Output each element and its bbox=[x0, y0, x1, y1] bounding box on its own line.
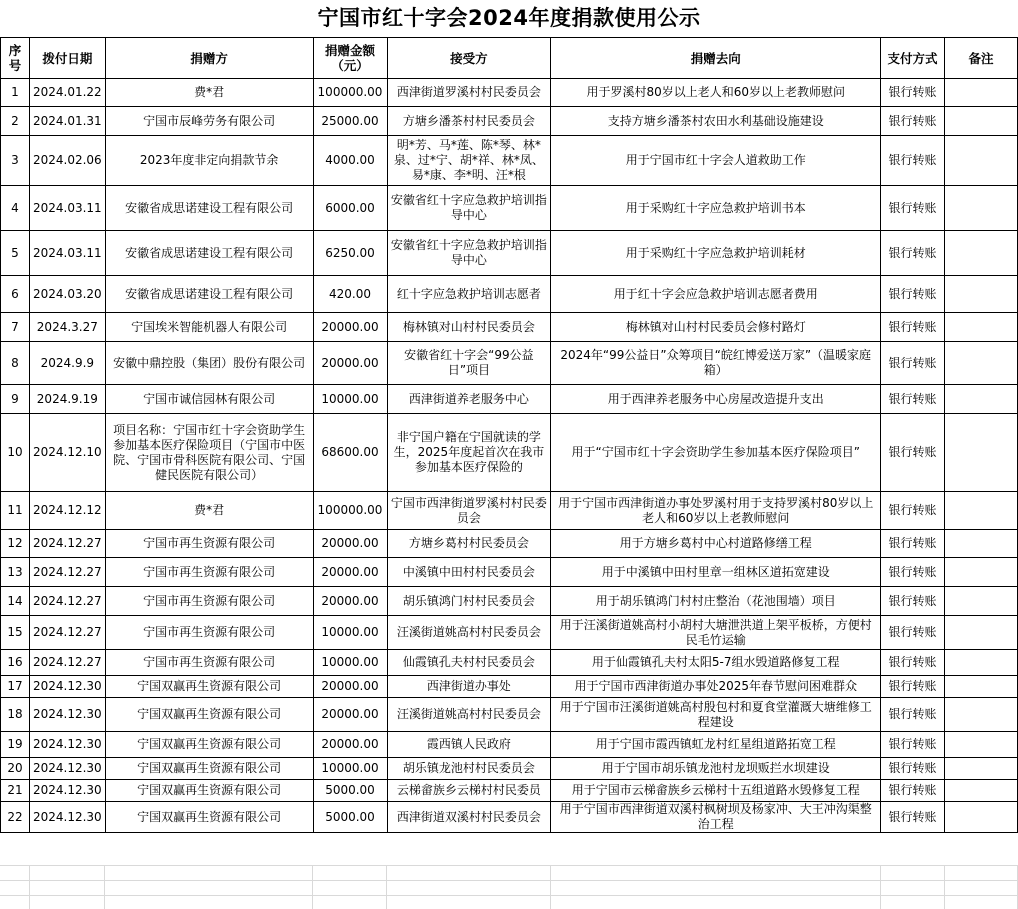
cell-recipient: 梅林镇对山村村民委员会 bbox=[387, 313, 551, 342]
cell-date: 2024.12.30 bbox=[29, 698, 105, 732]
header-cell: 捐赠金额（元） bbox=[313, 38, 387, 79]
cell-donor: 费*君 bbox=[105, 492, 313, 530]
cell-date: 2024.12.30 bbox=[29, 758, 105, 780]
cell-recipient: 仙霞镇孔夫村村民委员会 bbox=[387, 650, 551, 676]
table-row bbox=[1, 136, 1018, 186]
cell-note bbox=[945, 758, 1018, 780]
cell-date: 2024.12.27 bbox=[29, 530, 105, 558]
cell-note bbox=[945, 342, 1018, 385]
cell-note bbox=[945, 616, 1018, 650]
cell-pay: 银行转账 bbox=[881, 530, 945, 558]
cell-note bbox=[945, 231, 1018, 276]
cell-usage: 用于“宁国市红十字会资助学生参加基本医疗保险项目” bbox=[551, 414, 881, 492]
cell-donor: 宁国市再生资源有限公司 bbox=[105, 530, 313, 558]
cell-usage: 用于中溪镇中田村里章一组林区道拓宽建设 bbox=[551, 558, 881, 587]
cell-pay: 银行转账 bbox=[881, 698, 945, 732]
cell-date: 2024.12.30 bbox=[29, 732, 105, 758]
cell-recipient: 明*芳、马*莲、陈*琴、林*泉、过*宁、胡*祥、林*凤、易*康、李*明、汪*根 bbox=[387, 136, 551, 186]
cell-pay: 银行转账 bbox=[881, 780, 945, 802]
table-row bbox=[1, 186, 1018, 231]
cell-no: 15 bbox=[1, 616, 30, 650]
cell-recipient: 安徽省红十字应急救护培训指导中心 bbox=[387, 186, 551, 231]
cell-donor: 宁国埃米智能机器人有限公司 bbox=[105, 313, 313, 342]
cell-date: 2024.03.11 bbox=[29, 186, 105, 231]
cell-usage: 用于方塘乡葛村中心村道路修缮工程 bbox=[551, 530, 881, 558]
cell-usage: 用于宁国市西津街道双溪村枫树坝及杨家冲、大王冲沟渠整治工程 bbox=[551, 802, 881, 833]
cell-usage: 用于宁国市汪溪街道姚高村殷包村和夏食堂灌溉大塘维修工程建设 bbox=[551, 698, 881, 732]
cell-date: 2024.12.30 bbox=[29, 676, 105, 698]
cell-pay: 银行转账 bbox=[881, 616, 945, 650]
page-title: 宁国市红十字会2024年度捐款使用公示 bbox=[317, 6, 701, 30]
cell-recipient: 霞西镇人民政府 bbox=[387, 732, 551, 758]
cell-donor: 宁国市辰峰劳务有限公司 bbox=[105, 107, 313, 136]
cell-no: 20 bbox=[1, 758, 30, 780]
cell-amount: 20000.00 bbox=[313, 587, 387, 616]
cell-no: 12 bbox=[1, 530, 30, 558]
cell-pay: 银行转账 bbox=[881, 313, 945, 342]
cell-date: 2024.02.06 bbox=[29, 136, 105, 186]
cell-recipient: 西津街道养老服务中心 bbox=[387, 385, 551, 414]
cell-usage: 用于仙霞镇孔夫村太阳5-7组水毁道路修复工程 bbox=[551, 650, 881, 676]
cell-note bbox=[945, 802, 1018, 833]
table-row bbox=[1, 758, 1018, 780]
cell-note bbox=[945, 558, 1018, 587]
cell-pay: 银行转账 bbox=[881, 385, 945, 414]
cell-no: 10 bbox=[1, 414, 30, 492]
cell-usage: 用于宁国市胡乐镇龙池村龙坝贩拦水坝建设 bbox=[551, 758, 881, 780]
cell-pay: 银行转账 bbox=[881, 492, 945, 530]
cell-recipient: 汪溪街道姚高村村民委员会 bbox=[387, 616, 551, 650]
cell-note bbox=[945, 79, 1018, 107]
cell-pay: 银行转账 bbox=[881, 558, 945, 587]
cell-pay: 银行转账 bbox=[881, 414, 945, 492]
cell-amount: 5000.00 bbox=[313, 780, 387, 802]
cell-no: 3 bbox=[1, 136, 30, 186]
cell-amount: 10000.00 bbox=[313, 650, 387, 676]
table-row bbox=[1, 676, 1018, 698]
cell-no: 2 bbox=[1, 107, 30, 136]
table-row bbox=[1, 79, 1018, 107]
cell-usage: 用于采购红十字应急救护培训书本 bbox=[551, 186, 881, 231]
cell-pay: 银行转账 bbox=[881, 186, 945, 231]
cell-no: 5 bbox=[1, 231, 30, 276]
cell-note bbox=[945, 186, 1018, 231]
cell-recipient: 方塘乡潘茶村村民委员会 bbox=[387, 107, 551, 136]
cell-recipient: 西津街道罗溪村村民委员会 bbox=[387, 79, 551, 107]
cell-donor: 宁国市再生资源有限公司 bbox=[105, 587, 313, 616]
donation-table bbox=[0, 37, 1018, 833]
cell-pay: 银行转账 bbox=[881, 136, 945, 186]
cell-donor: 安徽省成思诺建设工程有限公司 bbox=[105, 276, 313, 313]
cell-amount: 20000.00 bbox=[313, 530, 387, 558]
cell-recipient: 西津街道办事处 bbox=[387, 676, 551, 698]
cell-usage: 支持方塘乡潘茶村农田水利基础设施建设 bbox=[551, 107, 881, 136]
cell-donor: 宁国双赢再生资源有限公司 bbox=[105, 802, 313, 833]
cell-note bbox=[945, 385, 1018, 414]
cell-date: 2024.12.27 bbox=[29, 558, 105, 587]
cell-note bbox=[945, 313, 1018, 342]
cell-amount: 20000.00 bbox=[313, 676, 387, 698]
cell-donor: 宁国双赢再生资源有限公司 bbox=[105, 676, 313, 698]
table-row bbox=[1, 313, 1018, 342]
cell-pay: 银行转账 bbox=[881, 342, 945, 385]
table-row bbox=[1, 616, 1018, 650]
table-row bbox=[1, 802, 1018, 833]
cell-pay: 银行转账 bbox=[881, 732, 945, 758]
table-row bbox=[1, 385, 1018, 414]
cell-no: 8 bbox=[1, 342, 30, 385]
cell-recipient: 宁国市西津街道罗溪村村民委员会 bbox=[387, 492, 551, 530]
cell-no: 7 bbox=[1, 313, 30, 342]
cell-no: 9 bbox=[1, 385, 30, 414]
cell-date: 2024.9.9 bbox=[29, 342, 105, 385]
cell-recipient: 方塘乡葛村村民委员会 bbox=[387, 530, 551, 558]
cell-note bbox=[945, 587, 1018, 616]
cell-recipient: 非宁国户籍在宁国就读的学生，2025年度起首次在我市参加基本医疗保险的 bbox=[387, 414, 551, 492]
cell-usage: 用于胡乐镇鸿门村村庄整治（花池围墙）项目 bbox=[551, 587, 881, 616]
cell-date: 2024.12.27 bbox=[29, 616, 105, 650]
table-row bbox=[1, 231, 1018, 276]
cell-donor: 宁国双赢再生资源有限公司 bbox=[105, 732, 313, 758]
cell-donor: 宁国市再生资源有限公司 bbox=[105, 616, 313, 650]
cell-usage: 用于红十字会应急救护培训志愿者费用 bbox=[551, 276, 881, 313]
header-cell: 序号 bbox=[1, 38, 30, 79]
cell-donor: 宁国双赢再生资源有限公司 bbox=[105, 758, 313, 780]
cell-no: 16 bbox=[1, 650, 30, 676]
cell-pay: 银行转账 bbox=[881, 79, 945, 107]
cell-no: 21 bbox=[1, 780, 30, 802]
cell-amount: 420.00 bbox=[313, 276, 387, 313]
cell-recipient: 红十字应急救护培训志愿者 bbox=[387, 276, 551, 313]
cell-donor: 宁国双赢再生资源有限公司 bbox=[105, 698, 313, 732]
table-row bbox=[1, 107, 1018, 136]
cell-pay: 银行转账 bbox=[881, 276, 945, 313]
cell-usage: 用于罗溪村80岁以上老人和60岁以上老教师慰问 bbox=[551, 79, 881, 107]
cell-date: 2024.12.27 bbox=[29, 587, 105, 616]
header-row bbox=[1, 38, 1018, 79]
cell-date: 2024.03.20 bbox=[29, 276, 105, 313]
table-row bbox=[1, 698, 1018, 732]
cell-recipient: 安徽省红十字应急救护培训指导中心 bbox=[387, 231, 551, 276]
cell-date: 2024.12.10 bbox=[29, 414, 105, 492]
cell-recipient: 胡乐镇鸿门村村民委员会 bbox=[387, 587, 551, 616]
table-row bbox=[1, 587, 1018, 616]
cell-usage: 2024年“99公益日”众筹项目“皖红博爱送万家”（温暖家庭箱） bbox=[551, 342, 881, 385]
cell-amount: 10000.00 bbox=[313, 758, 387, 780]
table-row bbox=[1, 342, 1018, 385]
cell-usage: 用于西津养老服务中心房屋改造提升支出 bbox=[551, 385, 881, 414]
cell-note bbox=[945, 136, 1018, 186]
header-cell: 捐赠去向 bbox=[551, 38, 881, 79]
cell-date: 2024.9.19 bbox=[29, 385, 105, 414]
cell-no: 13 bbox=[1, 558, 30, 587]
cell-usage: 用于采购红十字应急救护培训耗材 bbox=[551, 231, 881, 276]
cell-amount: 10000.00 bbox=[313, 385, 387, 414]
cell-amount: 5000.00 bbox=[313, 802, 387, 833]
cell-usage: 用于宁国市云梯畲族乡云梯村十五组道路水毁修复工程 bbox=[551, 780, 881, 802]
cell-donor: 项目名称：宁国市红十字会资助学生参加基本医疗保险项目（宁国市中医院、宁国市骨科医院有限公司、宁国健民医院有限公司） bbox=[105, 414, 313, 492]
cell-date: 2024.3.27 bbox=[29, 313, 105, 342]
cell-amount: 20000.00 bbox=[313, 732, 387, 758]
header-cell: 备注 bbox=[945, 38, 1018, 79]
cell-no: 19 bbox=[1, 732, 30, 758]
cell-note bbox=[945, 107, 1018, 136]
cell-date: 2024.01.22 bbox=[29, 79, 105, 107]
cell-amount: 20000.00 bbox=[313, 698, 387, 732]
table-row bbox=[1, 558, 1018, 587]
cell-pay: 银行转账 bbox=[881, 650, 945, 676]
table-row bbox=[1, 650, 1018, 676]
cell-note bbox=[945, 698, 1018, 732]
cell-usage: 用于汪溪街道姚高村小胡村大塘泄洪道上架平板桥，方便村民毛竹运输 bbox=[551, 616, 881, 650]
header-cell: 支付方式 bbox=[881, 38, 945, 79]
cell-donor: 宁国市再生资源有限公司 bbox=[105, 650, 313, 676]
cell-recipient: 西津街道双溪村村民委员会 bbox=[387, 802, 551, 833]
cell-note bbox=[945, 780, 1018, 802]
cell-no: 11 bbox=[1, 492, 30, 530]
cell-donor: 安徽省成思诺建设工程有限公司 bbox=[105, 186, 313, 231]
cell-recipient: 中溪镇中田村村民委员会 bbox=[387, 558, 551, 587]
cell-amount: 4000.00 bbox=[313, 136, 387, 186]
cell-note bbox=[945, 276, 1018, 313]
cell-donor: 安徽省成思诺建设工程有限公司 bbox=[105, 231, 313, 276]
table-row bbox=[1, 530, 1018, 558]
cell-no: 22 bbox=[1, 802, 30, 833]
cell-amount: 6000.00 bbox=[313, 186, 387, 231]
header-cell: 拨付日期 bbox=[29, 38, 105, 79]
cell-amount: 25000.00 bbox=[313, 107, 387, 136]
cell-usage: 用于宁国市西津街道办事处罗溪村用于支持罗溪村80岁以上老人和60岁以上老教师慰问 bbox=[551, 492, 881, 530]
cell-no: 14 bbox=[1, 587, 30, 616]
empty-grid-area bbox=[0, 865, 1018, 909]
cell-donor: 2023年度非定向捐款节余 bbox=[105, 136, 313, 186]
cell-recipient: 汪溪街道姚高村村民委员会 bbox=[387, 698, 551, 732]
cell-amount: 20000.00 bbox=[313, 558, 387, 587]
cell-no: 1 bbox=[1, 79, 30, 107]
cell-usage: 用于宁国市红十字会人道救助工作 bbox=[551, 136, 881, 186]
cell-usage: 用于宁国市霞西镇虹龙村红星组道路拓宽工程 bbox=[551, 732, 881, 758]
cell-usage: 用于宁国市西津街道办事处2025年春节慰问困难群众 bbox=[551, 676, 881, 698]
header-cell: 捐赠方 bbox=[105, 38, 313, 79]
cell-amount: 6250.00 bbox=[313, 231, 387, 276]
cell-no: 6 bbox=[1, 276, 30, 313]
cell-amount: 10000.00 bbox=[313, 616, 387, 650]
cell-donor: 宁国双赢再生资源有限公司 bbox=[105, 780, 313, 802]
table-row bbox=[1, 276, 1018, 313]
cell-pay: 银行转账 bbox=[881, 231, 945, 276]
cell-donor: 安徽中鼎控股（集团）股份有限公司 bbox=[105, 342, 313, 385]
cell-no: 17 bbox=[1, 676, 30, 698]
cell-date: 2024.12.27 bbox=[29, 650, 105, 676]
cell-no: 18 bbox=[1, 698, 30, 732]
cell-note bbox=[945, 414, 1018, 492]
table-row bbox=[1, 780, 1018, 802]
header-cell: 接受方 bbox=[387, 38, 551, 79]
cell-pay: 银行转账 bbox=[881, 802, 945, 833]
cell-pay: 银行转账 bbox=[881, 107, 945, 136]
cell-note bbox=[945, 492, 1018, 530]
cell-amount: 68600.00 bbox=[313, 414, 387, 492]
cell-recipient: 安徽省红十字会“99公益日”项目 bbox=[387, 342, 551, 385]
cell-date: 2024.12.12 bbox=[29, 492, 105, 530]
cell-no: 4 bbox=[1, 186, 30, 231]
cell-note bbox=[945, 530, 1018, 558]
cell-recipient: 云梯畲族乡云梯村村民委员 bbox=[387, 780, 551, 802]
table-row bbox=[1, 492, 1018, 530]
cell-donor: 宁国市再生资源有限公司 bbox=[105, 558, 313, 587]
cell-date: 2024.01.31 bbox=[29, 107, 105, 136]
cell-amount: 100000.00 bbox=[313, 79, 387, 107]
cell-amount: 20000.00 bbox=[313, 342, 387, 385]
table-row bbox=[1, 414, 1018, 492]
cell-date: 2024.03.11 bbox=[29, 231, 105, 276]
cell-amount: 20000.00 bbox=[313, 313, 387, 342]
cell-note bbox=[945, 650, 1018, 676]
table-row bbox=[1, 732, 1018, 758]
cell-amount: 100000.00 bbox=[313, 492, 387, 530]
cell-pay: 银行转账 bbox=[881, 676, 945, 698]
cell-pay: 银行转账 bbox=[881, 587, 945, 616]
cell-note bbox=[945, 676, 1018, 698]
cell-usage: 梅林镇对山村村民委员会修村路灯 bbox=[551, 313, 881, 342]
cell-recipient: 胡乐镇龙池村村民委员会 bbox=[387, 758, 551, 780]
cell-date: 2024.12.30 bbox=[29, 780, 105, 802]
cell-donor: 费*君 bbox=[105, 79, 313, 107]
cell-date: 2024.12.30 bbox=[29, 802, 105, 833]
cell-donor: 宁国市诚信园林有限公司 bbox=[105, 385, 313, 414]
cell-pay: 银行转账 bbox=[881, 758, 945, 780]
cell-note bbox=[945, 732, 1018, 758]
